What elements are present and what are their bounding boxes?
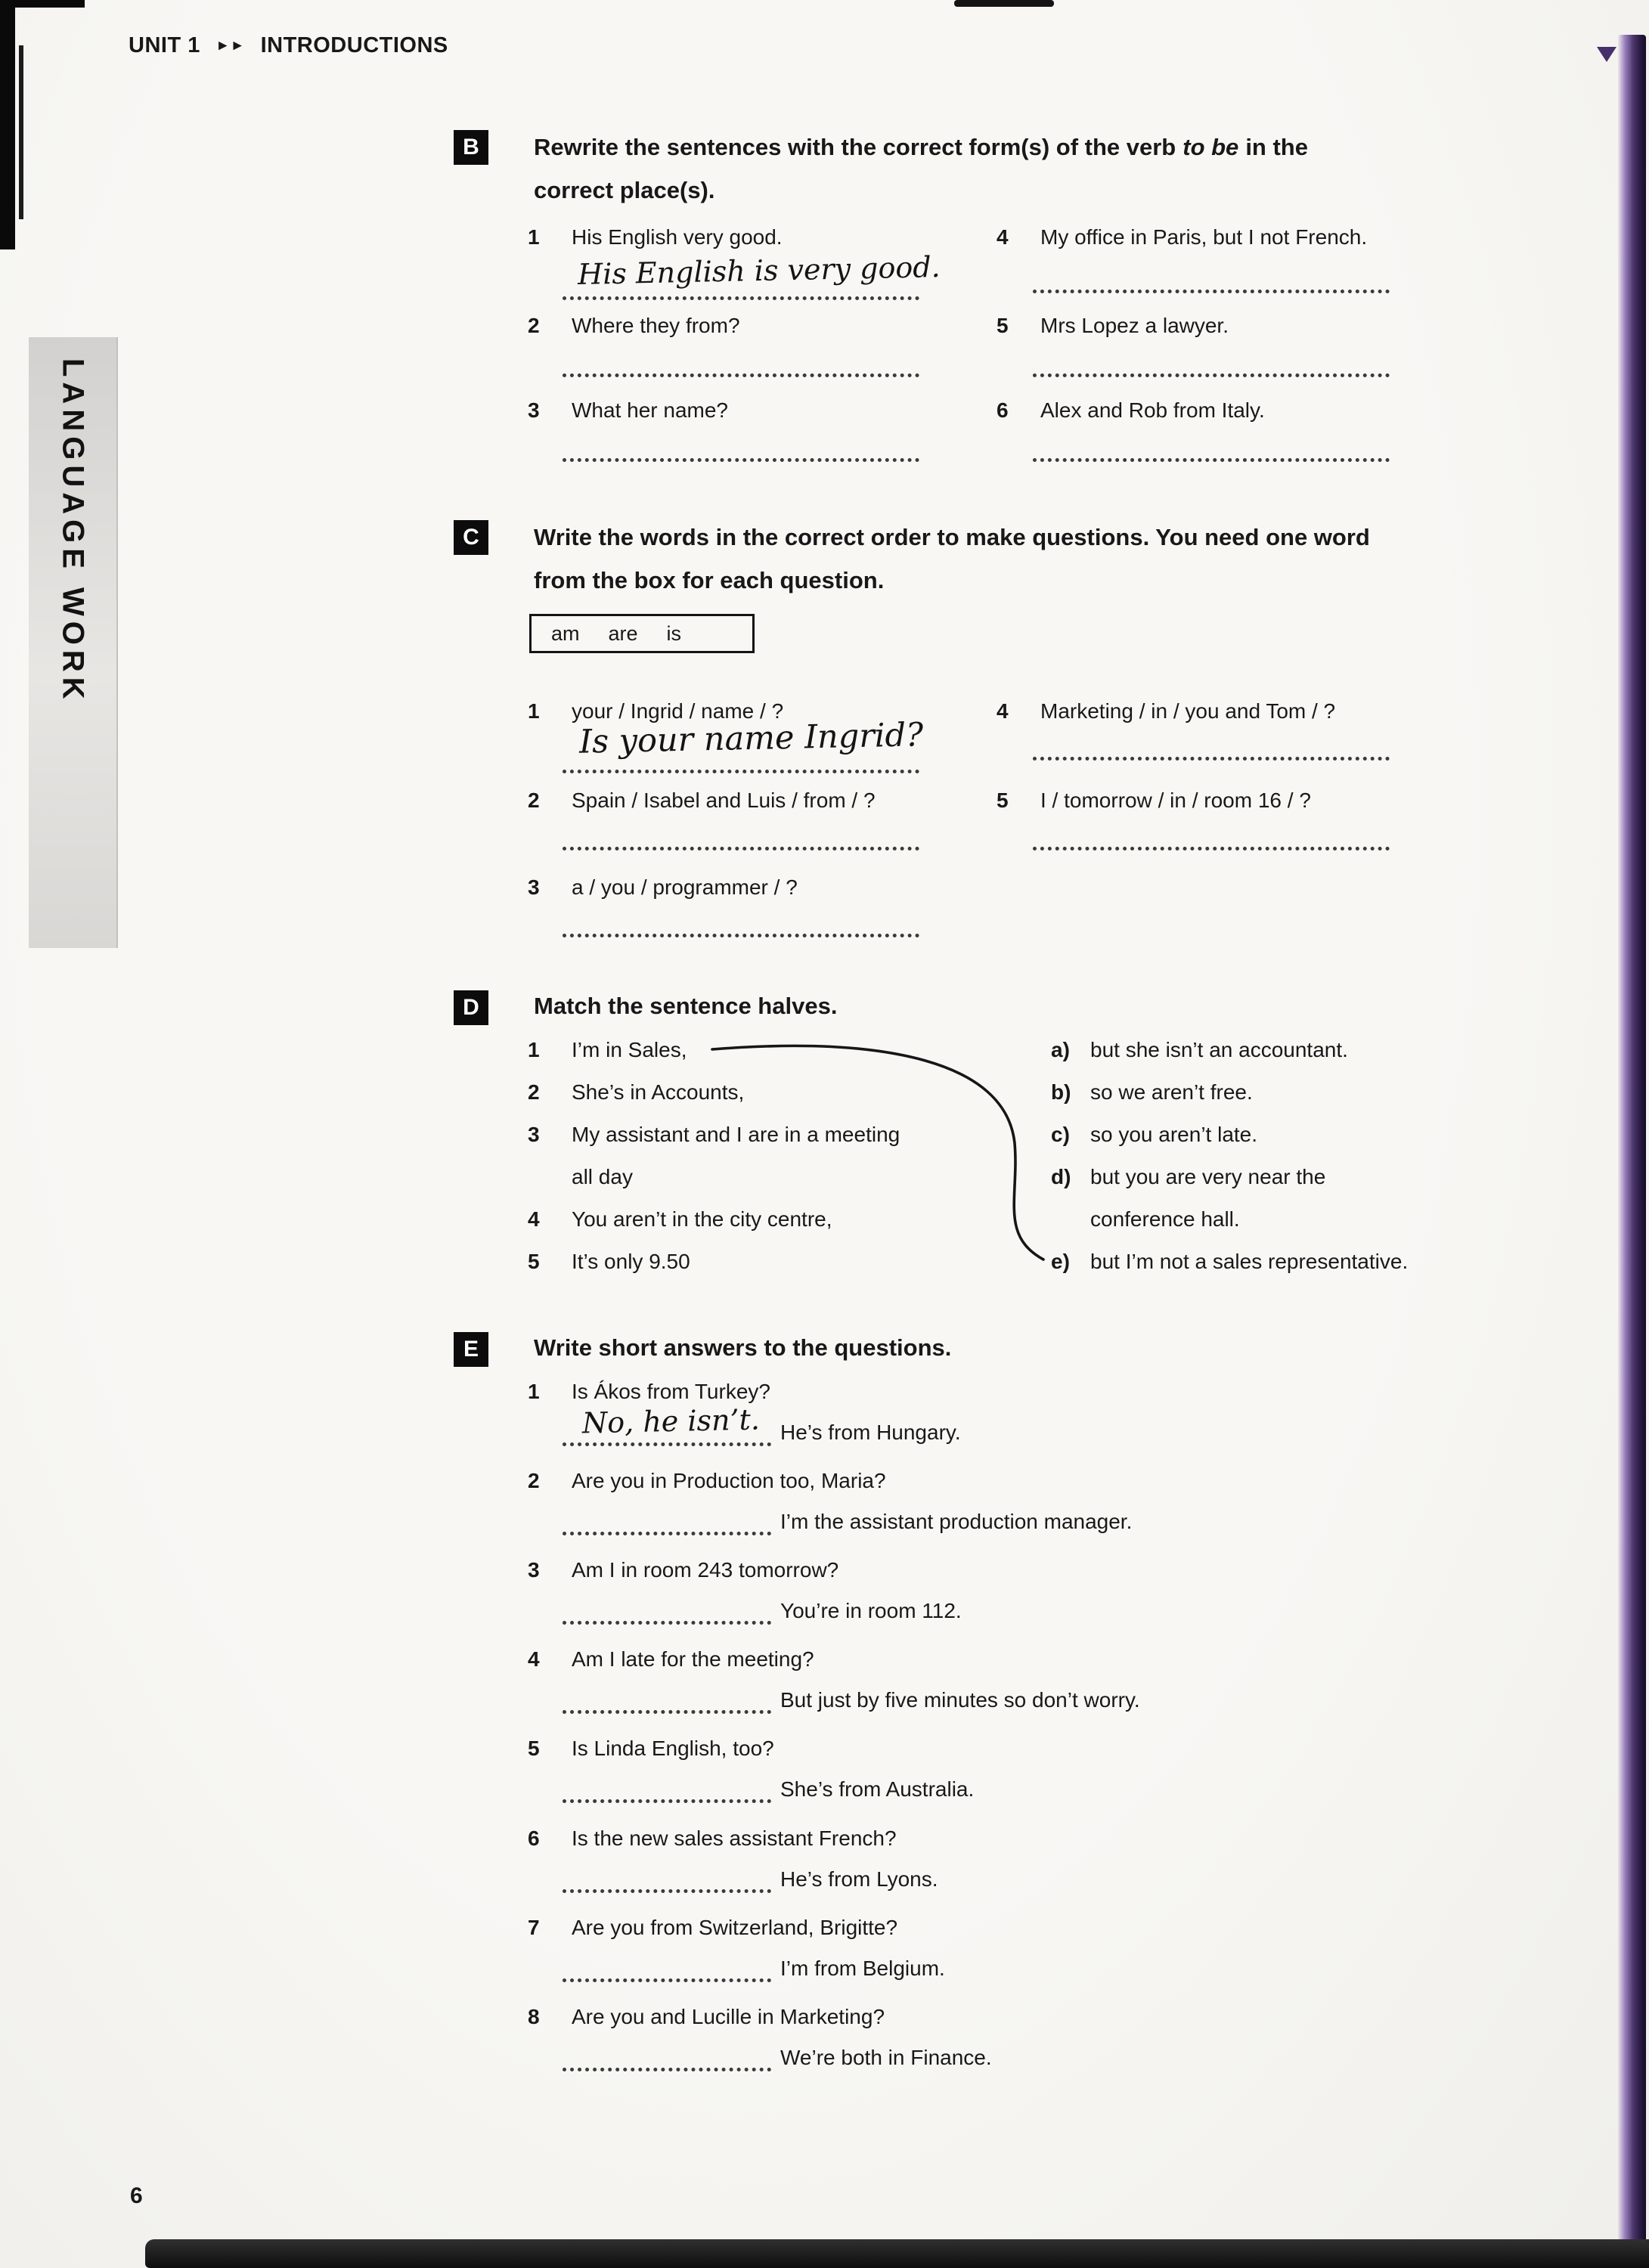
exercise-b-title-text2: in the (1245, 134, 1308, 160)
exercise-b-item-4 (997, 223, 1367, 251)
item-text: His English very good. (572, 225, 783, 249)
exercise-e-item-5 (528, 1734, 774, 1762)
exercise-d-badge: D (454, 990, 488, 1025)
exercise-e-item-4 (528, 1645, 814, 1673)
item-text: your / Ingrid / name / ? (572, 699, 784, 723)
item-text: It’s only 9.50 (572, 1250, 690, 1273)
option-text: so you aren’t late. (1090, 1123, 1258, 1146)
answer-line-c3 (563, 934, 919, 937)
exercise-b-item-3 (528, 396, 728, 424)
option-text: so we aren’t free. (1090, 1080, 1253, 1104)
item-number: 2 (528, 789, 540, 812)
item-text: You aren’t in the city centre, (572, 1207, 832, 1231)
exercise-c-title-line1: Write the words in the correct order to make questions. You need one word (534, 524, 1370, 550)
exercise-d-right-d-line2: conference hall. (1090, 1207, 1240, 1231)
item-number: 7 (528, 1916, 540, 1939)
option-letter: a) (1051, 1038, 1070, 1061)
item-text: What her name? (572, 398, 728, 422)
exercise-c-title-line2: from the box for each question. (534, 567, 885, 593)
question-text: Am I late for the meeting? (572, 1647, 814, 1671)
answer-line-c5 (1033, 847, 1390, 850)
exercise-d-left-1 (528, 1036, 687, 1064)
exercise-b-title-line2: correct place(s). (534, 177, 715, 203)
item-number: 5 (997, 789, 1009, 812)
answer-line (563, 1867, 771, 1893)
answer-row-e7 (563, 1954, 945, 1982)
question-text: Am I in room 243 tomorrow? (572, 1558, 839, 1582)
item-number: 3 (528, 875, 540, 899)
page-number: 6 (130, 2183, 143, 2208)
scan-top-dash (954, 0, 1054, 7)
book-spine-top-mark (0, 0, 85, 8)
item-text: a / you / programmer / ? (572, 875, 798, 899)
word-box (529, 614, 755, 653)
answer-suffix: But just by five minutes so don’t worry. (780, 1688, 1140, 1712)
handwritten-answer-e1: No, he isn’t. (581, 1402, 761, 1440)
answer-suffix: We’re both in Finance. (780, 2046, 992, 2069)
item-number: 3 (528, 1123, 540, 1146)
answer-row-e6 (563, 1865, 938, 1893)
answer-line (563, 1509, 771, 1535)
answer-suffix: She’s from Australia. (780, 1777, 975, 1801)
exercise-e-item-6 (528, 1824, 897, 1852)
question-text: Is Ákos from Turkey? (572, 1380, 770, 1403)
answer-line (563, 2045, 771, 2071)
exercise-b-badge: B (454, 130, 488, 165)
book-spine-thin-line (19, 45, 23, 219)
sidebar-label: LANGUAGE WORK (56, 358, 90, 705)
item-number: 4 (997, 699, 1009, 723)
unit-arrows-icon: ►► (215, 38, 246, 54)
item-number: 4 (528, 1207, 540, 1231)
answer-line-c1 (563, 770, 919, 773)
answer-line (563, 1777, 771, 1803)
answer-row-e3 (563, 1597, 962, 1625)
binding-arrow-mark (1597, 47, 1616, 62)
answer-line-b2 (563, 373, 919, 377)
option-letter: b) (1051, 1080, 1071, 1104)
page-header (129, 33, 448, 58)
answer-line-b1 (563, 296, 919, 300)
exercise-c-title (534, 516, 1547, 602)
exercise-e-item-2 (528, 1467, 886, 1495)
answer-line (563, 1598, 771, 1625)
answer-row-e5 (563, 1775, 974, 1803)
item-number: 4 (528, 1647, 540, 1671)
exercise-e-item-8 (528, 2003, 885, 2031)
question-text: Is the new sales assistant French? (572, 1826, 897, 1850)
book-spine-mark (0, 0, 15, 249)
exercise-c-badge: C (454, 520, 488, 555)
item-text: Marketing / in / you and Tom / ? (1040, 699, 1336, 723)
answer-line (563, 1956, 771, 1982)
item-number: 1 (528, 1038, 540, 1061)
item-text: She’s in Accounts, (572, 1080, 745, 1104)
question-text: Are you and Lucille in Marketing? (572, 2005, 885, 2028)
answer-suffix: He’s from Lyons. (780, 1867, 938, 1891)
option-text: but you are very near the (1090, 1165, 1326, 1188)
exercise-b-item-5 (997, 311, 1229, 339)
item-number: 4 (997, 225, 1009, 249)
item-text: I / tomorrow / in / room 16 / ? (1040, 789, 1311, 812)
unit-title: INTRODUCTIONS (260, 33, 448, 57)
answer-line-b5 (1033, 373, 1390, 377)
exercise-c-item-3 (528, 873, 798, 901)
exercise-b-title-text: Rewrite the sentences with the correct form(s) of the verb (534, 134, 1176, 160)
exercise-b-title (534, 125, 1547, 212)
exercise-c-item-5 (997, 786, 1311, 814)
item-number: 1 (528, 225, 540, 249)
question-text: Is Linda English, too? (572, 1737, 774, 1760)
sidebar-language-work-tab (29, 337, 118, 948)
exercise-b-item-1 (528, 223, 783, 251)
item-text: Alex and Rob from Italy. (1040, 398, 1265, 422)
item-number: 8 (528, 2005, 540, 2028)
item-number: 5 (997, 314, 1009, 337)
unit-label: UNIT 1 (129, 33, 200, 57)
item-text: My office in Paris, but I not French. (1040, 225, 1368, 249)
item-number: 3 (528, 398, 540, 422)
item-number: 5 (528, 1250, 540, 1273)
answer-line-b3 (563, 458, 919, 462)
exercise-b-item-2 (528, 311, 740, 339)
handwritten-answer-c1: Is your name Ingrid? (578, 716, 924, 761)
exercise-e-item-7 (528, 1913, 897, 1941)
match-line-1-to-e (703, 1028, 1111, 1285)
option-text: but I’m not a sales representative. (1090, 1250, 1409, 1273)
book-binding-edge (1618, 35, 1646, 2253)
answer-row-e2 (563, 1507, 1132, 1535)
word-box-option-is: is (666, 621, 682, 645)
item-number: 5 (528, 1737, 540, 1760)
exercise-c-item-4 (997, 697, 1335, 725)
handwritten-answer-b1: His English is very good. (577, 249, 941, 292)
answer-suffix: I’m from Belgium. (780, 1957, 945, 1980)
question-text: Are you in Production too, Maria? (572, 1469, 886, 1492)
exercise-e-item-1 (528, 1377, 770, 1405)
answer-row-e4 (563, 1686, 1140, 1714)
question-text: Are you from Switzerland, Brigitte? (572, 1916, 898, 1939)
answer-suffix: He’s from Hungary. (780, 1421, 961, 1444)
item-number: 1 (528, 699, 540, 723)
item-text: My assistant and I are in a meeting (572, 1123, 900, 1146)
exercise-d-left-3-line2: all day (572, 1165, 633, 1188)
answer-line-c4 (1033, 757, 1390, 761)
option-text: but she isn’t an accountant. (1090, 1038, 1348, 1061)
item-number: 3 (528, 1558, 540, 1582)
exercise-c-item-2 (528, 786, 876, 814)
exercise-e-badge: E (454, 1332, 488, 1367)
exercise-d-left-5 (528, 1247, 690, 1275)
option-letter: d) (1051, 1165, 1071, 1188)
exercise-d-title: Match the sentence halves. (534, 993, 838, 1019)
item-number: 2 (528, 314, 540, 337)
answer-line-b6 (1033, 458, 1390, 462)
item-text: Where they from? (572, 314, 740, 337)
answer-line (563, 1687, 771, 1714)
answer-row-e8 (563, 2043, 992, 2071)
item-number: 1 (528, 1380, 540, 1403)
item-number: 6 (997, 398, 1009, 422)
item-text: Spain / Isabel and Luis / from / ? (572, 789, 876, 812)
item-number: 2 (528, 1469, 540, 1492)
word-box-option-are: are (608, 621, 638, 645)
word-box-option-am: am (551, 621, 580, 645)
option-letter: e) (1051, 1250, 1070, 1273)
item-text: I’m in Sales, (572, 1038, 687, 1061)
item-text: Mrs Lopez a lawyer. (1040, 314, 1229, 337)
next-page-edge (145, 2239, 1649, 2268)
item-number: 2 (528, 1080, 540, 1104)
exercise-b-item-6 (997, 396, 1265, 424)
exercise-e-item-3 (528, 1556, 838, 1584)
answer-suffix: You’re in room 112. (780, 1599, 962, 1622)
answer-line-c2 (563, 847, 919, 850)
exercise-e-title: Write short answers to the questions. (534, 1334, 952, 1361)
option-letter: c) (1051, 1123, 1070, 1146)
answer-suffix: I’m the assistant production manager. (780, 1510, 1133, 1533)
item-number: 6 (528, 1826, 540, 1850)
answer-line-b4 (1033, 290, 1390, 293)
exercise-b-title-verb: to be (1183, 134, 1239, 160)
